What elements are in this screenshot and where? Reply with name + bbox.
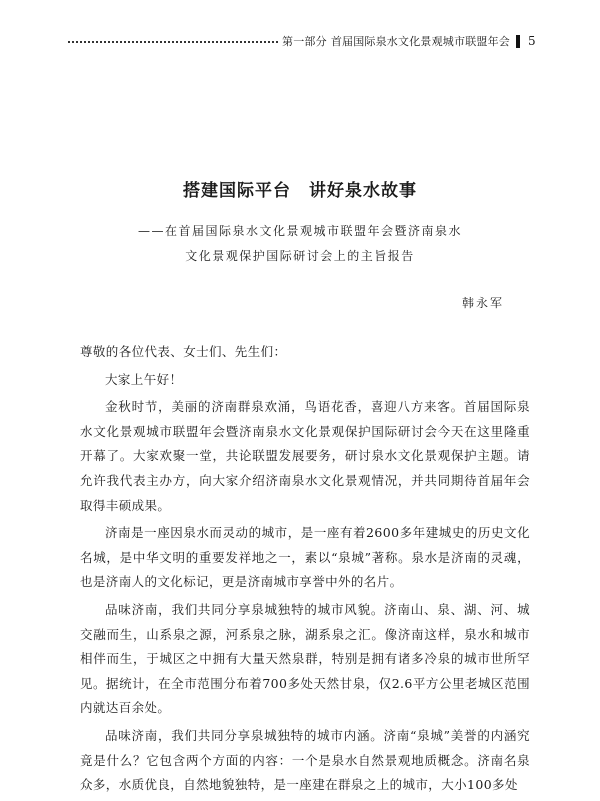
article-body bbox=[80, 340, 530, 801]
running-header bbox=[68, 33, 536, 49]
body-paragraph: 品味济南，我们共同分享泉城独特的城市内涵。济南“泉城”美誉的内涵究竟是什么？它包含两个方面的内容：一个是泉水自然景观地质概念。济南名泉众多，水质优良，自然地貌独特，是一座建在群泉之上的城市，大小100多处 bbox=[80, 727, 530, 793]
body-paragraph: 品味济南，我们共同分享泉城独特的城市风貌。济南山、泉、湖、河、城交融而生，山系泉之源，河系泉之脉，湖系泉之汇。像济南这样，泉水和城市相伴而生，于城区之中拥有大量天然泉群，特别是拥有诸多冷泉的城市世所罕见。据统计，在全市范围分布着700多处天然甘泉，仅2.6平方公里老城区范围内就达百余处。 bbox=[80, 601, 530, 716]
article-title: 搭建国际平台 讲好泉水故事 bbox=[183, 181, 417, 201]
greeting: 大家上午好！ bbox=[105, 371, 183, 387]
body-paragraph: 济南是一座因泉水而灵动的城市，是一座有着2600多年建城史的历史文化名城，是中华文明的重要发祥地之一，素以“泉城”著称。泉水是济南的灵魂，也是济南人的文化标记，更是济南城市享誉中外的名片。 bbox=[80, 525, 530, 590]
header-title: 首届国际泉水文化景观城市联盟年会 bbox=[330, 35, 511, 48]
article-subtitle-line2: 文化景观保护国际研讨会上的主旨报告 bbox=[185, 249, 415, 263]
header-bar-mark bbox=[516, 35, 520, 48]
article-subtitle-line1: ——在首届国际泉水文化景观城市联盟年会暨济南泉水 bbox=[137, 224, 462, 238]
article-author: 韩永军 bbox=[461, 296, 504, 310]
page-number: 5 bbox=[528, 34, 536, 48]
body-paragraph: 金秋时节，美丽的济南群泉欢涌，鸟语花香，喜迎八方来客。首届国际泉水文化景观城市联盟年会暨济南泉水文化景观保护国际研讨会今天在这里隆重开幕了。大家欢聚一堂，共论联盟发展要务，研讨泉水文化景观保护主题。请允许我代表主办方，向大家介绍济南泉水文化景观情况，并共同期待首届年会取得丰硕成果。 bbox=[80, 399, 530, 513]
header-section: 第一部分 bbox=[282, 35, 327, 48]
header-dotted-leader bbox=[68, 41, 278, 43]
salutation: 尊敬的各位代表、女士们、先生们： bbox=[80, 344, 287, 359]
